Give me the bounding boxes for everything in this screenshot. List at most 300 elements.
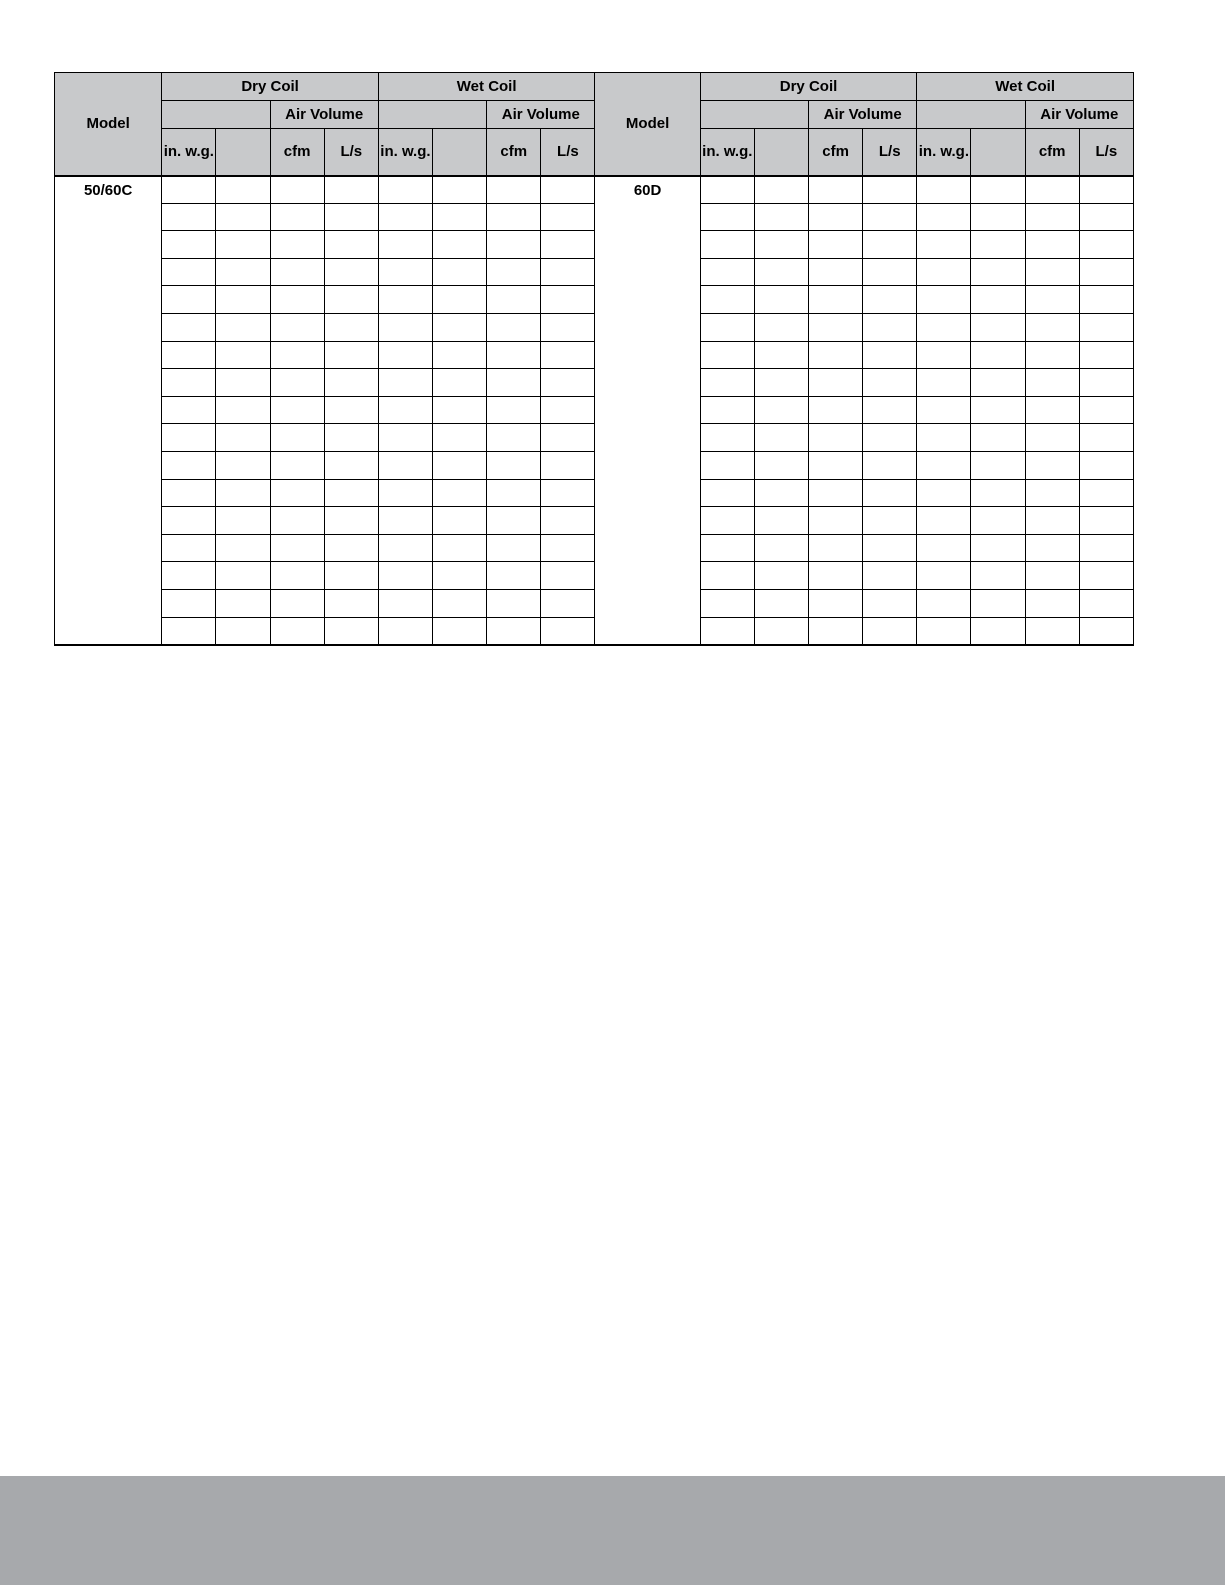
- entry-cell[interactable]: [700, 479, 754, 507]
- entry-cell[interactable]: [1079, 176, 1133, 204]
- entry-cell[interactable]: [1025, 176, 1079, 204]
- entry-cell[interactable]: [162, 286, 216, 314]
- entry-cell[interactable]: [216, 396, 270, 424]
- entry-cell[interactable]: [809, 589, 863, 617]
- entry-cell[interactable]: [378, 617, 432, 645]
- entry-cell[interactable]: [487, 451, 541, 479]
- entry-cell[interactable]: [1025, 534, 1079, 562]
- entry-cell[interactable]: [863, 176, 917, 204]
- entry-cell[interactable]: [754, 562, 808, 590]
- entry-cell[interactable]: [1025, 451, 1079, 479]
- entry-cell[interactable]: [378, 286, 432, 314]
- entry-cell[interactable]: [541, 258, 595, 286]
- entry-cell[interactable]: [700, 286, 754, 314]
- entry-cell[interactable]: [809, 258, 863, 286]
- blank-header: [971, 129, 1025, 176]
- entry-cell[interactable]: [1079, 203, 1133, 231]
- entry-cell[interactable]: [270, 562, 324, 590]
- entry-cell[interactable]: [433, 258, 487, 286]
- entry-cell[interactable]: [324, 369, 378, 397]
- entry-cell[interactable]: [487, 369, 541, 397]
- entry-cell[interactable]: [1079, 286, 1133, 314]
- entry-cell[interactable]: [162, 231, 216, 259]
- entry-cell[interactable]: [863, 424, 917, 452]
- entry-cell[interactable]: [487, 203, 541, 231]
- entry-cell[interactable]: [863, 562, 917, 590]
- entry-cell[interactable]: [541, 231, 595, 259]
- entry-cell[interactable]: [754, 369, 808, 397]
- entry-cell[interactable]: [541, 534, 595, 562]
- entry-cell[interactable]: [378, 479, 432, 507]
- entry-cell[interactable]: [917, 534, 971, 562]
- entry-cell[interactable]: [541, 424, 595, 452]
- entry-cell[interactable]: [487, 231, 541, 259]
- entry-cell[interactable]: [971, 369, 1025, 397]
- entry-cell[interactable]: [971, 479, 1025, 507]
- blank-header: [216, 129, 270, 176]
- entry-cell[interactable]: [541, 286, 595, 314]
- entry-cell[interactable]: [324, 479, 378, 507]
- entry-cell[interactable]: [1025, 424, 1079, 452]
- entry-cell[interactable]: [487, 617, 541, 645]
- entry-cell[interactable]: [1025, 313, 1079, 341]
- entry-cell[interactable]: [541, 589, 595, 617]
- entry-cell[interactable]: [809, 341, 863, 369]
- entry-cell[interactable]: [1025, 507, 1079, 535]
- entry-cell[interactable]: [216, 176, 270, 204]
- entry-cell[interactable]: [700, 589, 754, 617]
- entry-cell[interactable]: [754, 396, 808, 424]
- entry-cell[interactable]: [971, 313, 1025, 341]
- entry-cell[interactable]: [162, 451, 216, 479]
- entry-cell[interactable]: [487, 562, 541, 590]
- entry-cell[interactable]: [1079, 341, 1133, 369]
- entry-cell[interactable]: [863, 231, 917, 259]
- entry-cell[interactable]: [809, 369, 863, 397]
- entry-cell[interactable]: [270, 286, 324, 314]
- entry-cell[interactable]: [270, 589, 324, 617]
- entry-cell[interactable]: [700, 341, 754, 369]
- cfm-header: cfm: [809, 129, 863, 176]
- entry-cell[interactable]: [216, 507, 270, 535]
- cfm-header: cfm: [270, 129, 324, 176]
- entry-cell[interactable]: [162, 396, 216, 424]
- entry-cell[interactable]: [487, 313, 541, 341]
- entry-cell[interactable]: [216, 534, 270, 562]
- entry-cell[interactable]: [378, 562, 432, 590]
- entry-cell[interactable]: [378, 396, 432, 424]
- entry-cell[interactable]: [1025, 617, 1079, 645]
- cfm-header: cfm: [1025, 129, 1079, 176]
- entry-cell[interactable]: [809, 451, 863, 479]
- entry-cell[interactable]: [1079, 589, 1133, 617]
- entry-cell[interactable]: [433, 507, 487, 535]
- entry-cell[interactable]: [971, 562, 1025, 590]
- entry-cell[interactable]: [1079, 424, 1133, 452]
- entry-cell[interactable]: [270, 396, 324, 424]
- entry-cell[interactable]: [971, 176, 1025, 204]
- entry-cell[interactable]: [487, 286, 541, 314]
- entry-cell[interactable]: [971, 534, 1025, 562]
- entry-cell[interactable]: [1079, 258, 1133, 286]
- entry-cell[interactable]: [971, 341, 1025, 369]
- entry-cell[interactable]: [433, 589, 487, 617]
- entry-cell[interactable]: [162, 258, 216, 286]
- entry-cell[interactable]: [1079, 507, 1133, 535]
- entry-cell[interactable]: [324, 396, 378, 424]
- entry-cell[interactable]: [270, 313, 324, 341]
- entry-cell[interactable]: [433, 176, 487, 204]
- entry-cell[interactable]: [917, 562, 971, 590]
- entry-cell[interactable]: [1025, 479, 1079, 507]
- entry-cell[interactable]: [1079, 231, 1133, 259]
- entry-cell[interactable]: [863, 534, 917, 562]
- entry-cell[interactable]: [162, 369, 216, 397]
- entry-cell[interactable]: [541, 451, 595, 479]
- entry-cell[interactable]: [270, 176, 324, 204]
- entry-cell[interactable]: [216, 589, 270, 617]
- entry-cell[interactable]: [917, 313, 971, 341]
- entry-cell[interactable]: [324, 176, 378, 204]
- entry-cell[interactable]: [324, 286, 378, 314]
- entry-cell[interactable]: [917, 231, 971, 259]
- entry-cell[interactable]: [433, 479, 487, 507]
- in-wg-header: in. w.g.: [378, 129, 432, 176]
- entry-cell[interactable]: [433, 231, 487, 259]
- entry-cell[interactable]: [863, 451, 917, 479]
- entry-cell[interactable]: [700, 231, 754, 259]
- entry-cell[interactable]: [433, 203, 487, 231]
- entry-cell[interactable]: [754, 507, 808, 535]
- entry-cell[interactable]: [433, 396, 487, 424]
- entry-cell[interactable]: [917, 451, 971, 479]
- entry-cell[interactable]: [754, 231, 808, 259]
- entry-cell[interactable]: [1079, 479, 1133, 507]
- entry-cell[interactable]: [863, 617, 917, 645]
- entry-cell[interactable]: [162, 424, 216, 452]
- entry-cell[interactable]: [270, 203, 324, 231]
- entry-cell[interactable]: [216, 231, 270, 259]
- entry-cell[interactable]: [487, 176, 541, 204]
- entry-cell[interactable]: [216, 313, 270, 341]
- entry-cell[interactable]: [1025, 369, 1079, 397]
- entry-cell[interactable]: [971, 286, 1025, 314]
- entry-cell[interactable]: [809, 396, 863, 424]
- entry-cell[interactable]: [863, 286, 917, 314]
- entry-cell[interactable]: [863, 369, 917, 397]
- entry-cell[interactable]: [216, 258, 270, 286]
- entry-cell[interactable]: [1079, 396, 1133, 424]
- entry-cell[interactable]: [487, 258, 541, 286]
- model-cell-right: 60D: [595, 176, 700, 645]
- entry-cell[interactable]: [270, 507, 324, 535]
- ls-header: L/s: [863, 129, 917, 176]
- entry-cell[interactable]: [700, 534, 754, 562]
- entry-cell[interactable]: [378, 231, 432, 259]
- entry-cell[interactable]: [433, 562, 487, 590]
- entry-cell[interactable]: [917, 258, 971, 286]
- entry-cell[interactable]: [270, 341, 324, 369]
- entry-cell[interactable]: [216, 286, 270, 314]
- entry-cell[interactable]: [700, 424, 754, 452]
- entry-cell[interactable]: [433, 424, 487, 452]
- entry-cell[interactable]: [1025, 562, 1079, 590]
- entry-cell[interactable]: [809, 203, 863, 231]
- wet-blank-left: [378, 101, 486, 129]
- entry-cell[interactable]: [917, 176, 971, 204]
- table-row: [55, 424, 1134, 452]
- entry-cell[interactable]: [270, 617, 324, 645]
- entry-cell[interactable]: [700, 313, 754, 341]
- entry-cell[interactable]: [378, 424, 432, 452]
- entry-cell[interactable]: [270, 424, 324, 452]
- entry-cell[interactable]: [1079, 451, 1133, 479]
- entry-cell[interactable]: [270, 231, 324, 259]
- entry-cell[interactable]: [378, 313, 432, 341]
- entry-cell[interactable]: [917, 341, 971, 369]
- entry-cell[interactable]: [971, 589, 1025, 617]
- table-row: [55, 479, 1134, 507]
- entry-cell[interactable]: [863, 396, 917, 424]
- entry-cell[interactable]: [863, 341, 917, 369]
- entry-cell[interactable]: [754, 286, 808, 314]
- entry-cell[interactable]: [809, 286, 863, 314]
- entry-cell[interactable]: [809, 424, 863, 452]
- entry-cell[interactable]: [433, 451, 487, 479]
- entry-cell[interactable]: [487, 424, 541, 452]
- entry-cell[interactable]: [541, 617, 595, 645]
- entry-cell[interactable]: [754, 203, 808, 231]
- entry-cell[interactable]: [917, 424, 971, 452]
- entry-cell[interactable]: [216, 341, 270, 369]
- entry-cell[interactable]: [754, 479, 808, 507]
- entry-cell[interactable]: [754, 258, 808, 286]
- entry-cell[interactable]: [700, 203, 754, 231]
- table-row: [55, 286, 1134, 314]
- entry-cell[interactable]: [378, 203, 432, 231]
- entry-cell[interactable]: [216, 369, 270, 397]
- entry-cell[interactable]: [324, 534, 378, 562]
- entry-cell[interactable]: [324, 203, 378, 231]
- entry-cell[interactable]: [378, 534, 432, 562]
- entry-cell[interactable]: [487, 589, 541, 617]
- entry-cell[interactable]: [700, 176, 754, 204]
- entry-cell[interactable]: [754, 341, 808, 369]
- entry-cell[interactable]: [971, 617, 1025, 645]
- entry-cell[interactable]: [917, 479, 971, 507]
- entry-cell[interactable]: [216, 451, 270, 479]
- entry-cell[interactable]: [971, 258, 1025, 286]
- dry-coil-header-left: Dry Coil: [162, 73, 379, 101]
- entry-cell[interactable]: [700, 258, 754, 286]
- entry-cell[interactable]: [809, 479, 863, 507]
- entry-cell[interactable]: [863, 479, 917, 507]
- entry-cell[interactable]: [433, 286, 487, 314]
- entry-cell[interactable]: [1079, 369, 1133, 397]
- entry-cell[interactable]: [1079, 617, 1133, 645]
- entry-cell[interactable]: [1025, 341, 1079, 369]
- entry-cell[interactable]: [324, 562, 378, 590]
- entry-cell[interactable]: [754, 589, 808, 617]
- entry-cell[interactable]: [487, 396, 541, 424]
- entry-cell[interactable]: [541, 562, 595, 590]
- entry-cell[interactable]: [378, 176, 432, 204]
- entry-cell[interactable]: [809, 562, 863, 590]
- entry-cell[interactable]: [1025, 589, 1079, 617]
- entry-cell[interactable]: [754, 534, 808, 562]
- entry-cell[interactable]: [809, 231, 863, 259]
- entry-cell[interactable]: [162, 534, 216, 562]
- entry-cell[interactable]: [917, 507, 971, 535]
- entry-cell[interactable]: [324, 231, 378, 259]
- entry-cell[interactable]: [162, 341, 216, 369]
- entry-cell[interactable]: [1079, 562, 1133, 590]
- entry-cell[interactable]: [809, 507, 863, 535]
- entry-cell[interactable]: [378, 258, 432, 286]
- entry-cell[interactable]: [754, 451, 808, 479]
- entry-cell[interactable]: [270, 451, 324, 479]
- entry-cell[interactable]: [433, 341, 487, 369]
- entry-cell[interactable]: [487, 507, 541, 535]
- entry-cell[interactable]: [378, 341, 432, 369]
- entry-cell[interactable]: [809, 313, 863, 341]
- entry-cell[interactable]: [700, 451, 754, 479]
- entry-cell[interactable]: [433, 369, 487, 397]
- dry-coil-header-right: Dry Coil: [700, 73, 917, 101]
- entry-cell[interactable]: [971, 424, 1025, 452]
- wet-blank-right: [917, 101, 1025, 129]
- entry-cell[interactable]: [324, 341, 378, 369]
- entry-cell[interactable]: [971, 507, 1025, 535]
- blank-header: [754, 129, 808, 176]
- entry-cell[interactable]: [754, 424, 808, 452]
- entry-cell[interactable]: [917, 396, 971, 424]
- entry-cell[interactable]: [1079, 313, 1133, 341]
- entry-cell[interactable]: [754, 313, 808, 341]
- dry-blank-right: [700, 101, 808, 129]
- entry-cell[interactable]: [324, 258, 378, 286]
- entry-cell[interactable]: [487, 479, 541, 507]
- entry-cell[interactable]: [700, 369, 754, 397]
- entry-cell[interactable]: [917, 617, 971, 645]
- entry-cell[interactable]: [541, 396, 595, 424]
- entry-cell[interactable]: [1025, 231, 1079, 259]
- entry-cell[interactable]: [700, 562, 754, 590]
- entry-cell[interactable]: [917, 369, 971, 397]
- entry-cell[interactable]: [378, 589, 432, 617]
- entry-cell[interactable]: [433, 534, 487, 562]
- entry-cell[interactable]: [541, 369, 595, 397]
- entry-cell[interactable]: [971, 396, 1025, 424]
- entry-cell[interactable]: [863, 507, 917, 535]
- entry-cell[interactable]: [1025, 396, 1079, 424]
- wet-coil-header-right: Wet Coil: [917, 73, 1134, 101]
- table-row: [55, 507, 1134, 535]
- table-body: [55, 176, 1134, 645]
- entry-cell[interactable]: [917, 286, 971, 314]
- entry-cell[interactable]: [216, 562, 270, 590]
- entry-cell[interactable]: [541, 176, 595, 204]
- in-wg-header: in. w.g.: [162, 129, 216, 176]
- entry-cell[interactable]: [162, 589, 216, 617]
- entry-cell[interactable]: [162, 507, 216, 535]
- entry-cell[interactable]: [270, 258, 324, 286]
- entry-cell[interactable]: [216, 479, 270, 507]
- entry-cell[interactable]: [917, 203, 971, 231]
- entry-cell[interactable]: [487, 534, 541, 562]
- dry-blank-left: [162, 101, 270, 129]
- entry-cell[interactable]: [162, 562, 216, 590]
- entry-cell[interactable]: [162, 203, 216, 231]
- entry-cell[interactable]: [324, 589, 378, 617]
- entry-cell[interactable]: [863, 258, 917, 286]
- table-row: [55, 176, 1134, 204]
- entry-cell[interactable]: [700, 617, 754, 645]
- entry-cell[interactable]: [971, 451, 1025, 479]
- entry-cell[interactable]: [433, 617, 487, 645]
- entry-cell[interactable]: [700, 507, 754, 535]
- entry-cell[interactable]: [863, 203, 917, 231]
- entry-cell[interactable]: [324, 424, 378, 452]
- entry-cell[interactable]: [809, 534, 863, 562]
- entry-cell[interactable]: [971, 231, 1025, 259]
- entry-cell[interactable]: [541, 507, 595, 535]
- entry-cell[interactable]: [162, 313, 216, 341]
- entry-cell[interactable]: [162, 176, 216, 204]
- entry-cell[interactable]: [324, 313, 378, 341]
- entry-cell[interactable]: [541, 341, 595, 369]
- entry-cell[interactable]: [216, 424, 270, 452]
- ls-header: L/s: [1079, 129, 1133, 176]
- entry-cell[interactable]: [863, 313, 917, 341]
- entry-cell[interactable]: [270, 534, 324, 562]
- entry-cell[interactable]: [917, 589, 971, 617]
- entry-cell[interactable]: [541, 203, 595, 231]
- entry-cell[interactable]: [1025, 203, 1079, 231]
- entry-cell[interactable]: [378, 369, 432, 397]
- entry-cell[interactable]: [863, 589, 917, 617]
- entry-cell[interactable]: [700, 396, 754, 424]
- entry-cell[interactable]: [1025, 286, 1079, 314]
- entry-cell[interactable]: [541, 479, 595, 507]
- entry-cell[interactable]: [324, 451, 378, 479]
- entry-cell[interactable]: [162, 479, 216, 507]
- entry-cell[interactable]: [378, 507, 432, 535]
- entry-cell[interactable]: [378, 451, 432, 479]
- entry-cell[interactable]: [324, 507, 378, 535]
- in-wg-header: in. w.g.: [917, 129, 971, 176]
- entry-cell[interactable]: [162, 617, 216, 645]
- entry-cell[interactable]: [971, 203, 1025, 231]
- table-row: [55, 534, 1134, 562]
- entry-cell[interactable]: [809, 176, 863, 204]
- entry-cell[interactable]: [754, 176, 808, 204]
- entry-cell[interactable]: [809, 617, 863, 645]
- entry-cell[interactable]: [487, 341, 541, 369]
- entry-cell[interactable]: [1079, 534, 1133, 562]
- entry-cell[interactable]: [270, 369, 324, 397]
- entry-cell[interactable]: [541, 313, 595, 341]
- entry-cell[interactable]: [270, 479, 324, 507]
- table-row: [55, 203, 1134, 231]
- entry-cell[interactable]: [216, 617, 270, 645]
- entry-cell[interactable]: [216, 203, 270, 231]
- entry-cell[interactable]: [433, 313, 487, 341]
- air-volume-header: Air Volume: [487, 101, 595, 129]
- entry-cell[interactable]: [1025, 258, 1079, 286]
- entry-cell[interactable]: [754, 617, 808, 645]
- entry-cell[interactable]: [324, 617, 378, 645]
